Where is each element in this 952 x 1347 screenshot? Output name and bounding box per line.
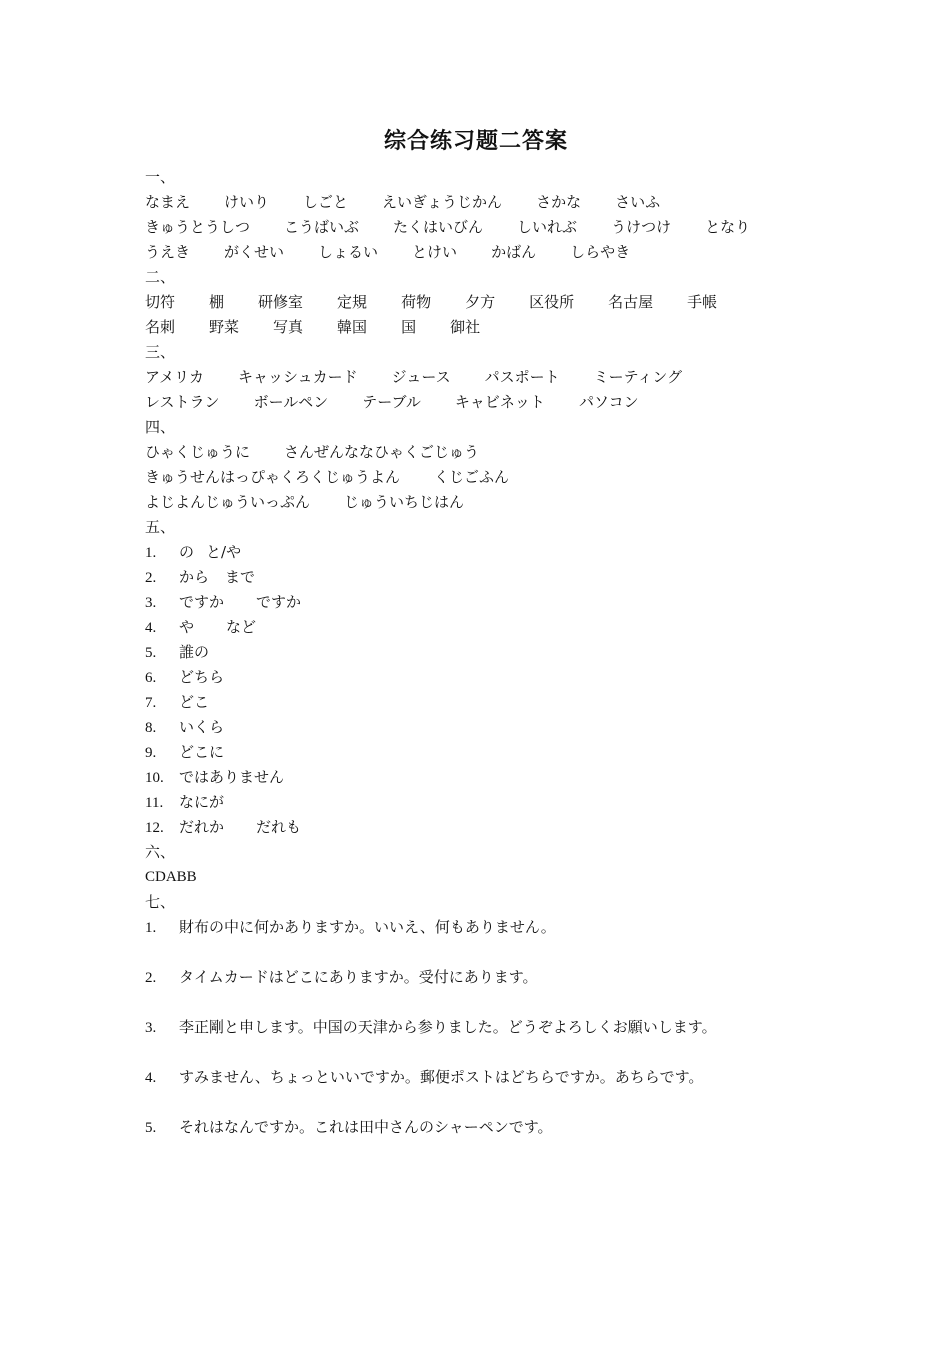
- word: パソコン: [578, 393, 639, 411]
- word: とけい: [412, 243, 458, 261]
- answer-part: なにが: [179, 793, 225, 811]
- word: ジュース: [391, 368, 451, 386]
- word: 荷物: [401, 293, 432, 311]
- list-item: [145, 615, 845, 640]
- list-item: [145, 765, 845, 790]
- list-item: [145, 815, 845, 840]
- answer-part: や: [179, 618, 195, 636]
- word: 韓国: [337, 318, 368, 336]
- word: しらやき: [570, 243, 631, 261]
- sentence: 李正剛と申します。中国の天津から参りました。どうぞよろしくお願いします。: [179, 1018, 717, 1036]
- word: 棚: [209, 293, 225, 311]
- word: 研修室: [258, 293, 304, 311]
- list-item: [145, 640, 845, 665]
- list-item: [145, 540, 845, 565]
- word: さいふ: [615, 193, 661, 211]
- list-item: [145, 590, 845, 615]
- list-item: [145, 565, 845, 590]
- word: がくせい: [224, 243, 285, 261]
- word: レストラン: [145, 393, 220, 411]
- word: 名刺: [145, 318, 176, 336]
- answer-part: 誰の: [179, 643, 210, 661]
- word: 国: [401, 318, 417, 336]
- item-number: 7.: [145, 695, 157, 711]
- sentence: 財布の中に何かありますか。いいえ、何もありません。: [179, 918, 556, 936]
- item-number: 4.: [145, 1070, 157, 1086]
- item-number: 5.: [145, 645, 157, 661]
- word: かばん: [491, 243, 537, 261]
- word: キャッシュカード: [237, 368, 358, 386]
- word: 手帳: [687, 293, 718, 311]
- item-number: 8.: [145, 720, 157, 736]
- word: けいり: [224, 193, 270, 211]
- item-number: 1.: [145, 545, 157, 561]
- item-number: 3.: [145, 595, 157, 611]
- word: パスポート: [484, 368, 560, 386]
- answer-part: だれも: [256, 818, 302, 836]
- word-line: [145, 465, 845, 490]
- list-item: [145, 1015, 845, 1040]
- word: ミーティング: [593, 368, 683, 386]
- answer-text: CDABB: [145, 869, 197, 885]
- word: テーブル: [362, 393, 421, 411]
- word: 切符: [145, 293, 176, 311]
- item-number: 4.: [145, 620, 157, 636]
- word: しいれぶ: [517, 218, 578, 236]
- list-item: [145, 715, 845, 740]
- word: なまえ: [145, 193, 191, 211]
- answer-part: から: [179, 568, 210, 586]
- word: じゅういちじはん: [344, 493, 465, 511]
- item-number: 10.: [145, 770, 164, 786]
- word: キャビネット: [454, 393, 545, 411]
- word: しょるい: [318, 243, 379, 261]
- answer-part: ですか: [256, 593, 302, 611]
- list-item: [145, 740, 845, 765]
- item-number: 2.: [145, 970, 157, 986]
- word: きゅうせんはっぴゃくろくじゅうよん: [145, 468, 401, 486]
- word: 御社: [450, 318, 481, 336]
- word: となり: [705, 218, 751, 236]
- word: 夕方: [465, 293, 496, 311]
- word: しごと: [303, 193, 349, 211]
- item-number: 11.: [145, 795, 164, 811]
- word: えいぎょうじかん: [382, 193, 503, 211]
- section-heading: 一、: [145, 168, 176, 186]
- word-line: [145, 215, 845, 240]
- list-item: [145, 915, 845, 940]
- section-heading: 二、: [145, 268, 176, 286]
- word: ひゃくじゅうに: [145, 443, 251, 461]
- list-item: [145, 790, 845, 815]
- list-item: [145, 1115, 845, 1140]
- word: さんぜんななひゃくごじゅう: [284, 443, 480, 461]
- answer-part: だれか: [179, 818, 225, 836]
- section-heading: 三、: [145, 343, 176, 361]
- item-number: 9.: [145, 745, 157, 761]
- item-number: 6.: [145, 670, 157, 686]
- word-line: [145, 440, 845, 465]
- answer-part: まで: [225, 568, 256, 586]
- word-line: [145, 390, 845, 415]
- answer-part: いくら: [179, 718, 225, 736]
- word: 区役所: [529, 293, 575, 311]
- word: うえき: [145, 243, 191, 261]
- word: 野菜: [209, 318, 240, 336]
- page-title: 综合练习题二答案: [383, 128, 568, 154]
- section-heading: 四、: [145, 418, 176, 436]
- word: きゅうとうしつ: [145, 218, 251, 236]
- word: 写真: [273, 318, 304, 336]
- word: たくはいびん: [393, 218, 484, 236]
- word: 名古屋: [608, 293, 654, 311]
- word-line: [145, 190, 845, 215]
- section-heading: 五、: [145, 518, 176, 536]
- word-line: [145, 290, 845, 315]
- word: うけつけ: [611, 218, 672, 236]
- answer-part: どこ: [179, 693, 210, 711]
- item-number: 5.: [145, 1120, 157, 1136]
- list-item: [145, 965, 845, 990]
- word: アメリカ: [145, 368, 204, 386]
- answer-part: どこに: [179, 743, 225, 761]
- answer-part: と/や: [206, 543, 242, 561]
- answer-part: ではありません: [179, 768, 285, 786]
- list-item: [145, 690, 845, 715]
- word-line: [145, 365, 845, 390]
- answer-part: どちら: [179, 668, 225, 686]
- word: ボールペン: [253, 393, 329, 411]
- word-line: [145, 315, 845, 340]
- answer-part: ですか: [179, 593, 225, 611]
- item-number: 1.: [145, 920, 157, 936]
- word: よじよんじゅういっぷん: [145, 493, 311, 511]
- list-item: [145, 665, 845, 690]
- item-number: 12.: [145, 820, 164, 836]
- sentence: タイムカードはどこにありますか。受付にあります。: [179, 968, 538, 986]
- answer-part: など: [226, 618, 257, 636]
- answer-body: [145, 165, 845, 1140]
- section-heading: 七、: [145, 893, 176, 911]
- word-line: [145, 490, 845, 515]
- item-number: 2.: [145, 570, 157, 586]
- item-number: 3.: [145, 1020, 157, 1036]
- section-heading: 六、: [145, 843, 176, 861]
- word: くじごふん: [434, 468, 510, 486]
- word: さかな: [536, 193, 582, 211]
- answer-part: の: [179, 543, 195, 561]
- word: こうばいぶ: [284, 218, 360, 236]
- word-line: [145, 240, 845, 265]
- word: 定規: [337, 293, 368, 311]
- sentence: すみません、ちょっといいですか。郵便ポストはどちらですか。あちらです。: [179, 1068, 704, 1086]
- sentence: それはなんですか。これは田中さんのシャーペンです。: [179, 1118, 553, 1136]
- list-item: [145, 1065, 845, 1090]
